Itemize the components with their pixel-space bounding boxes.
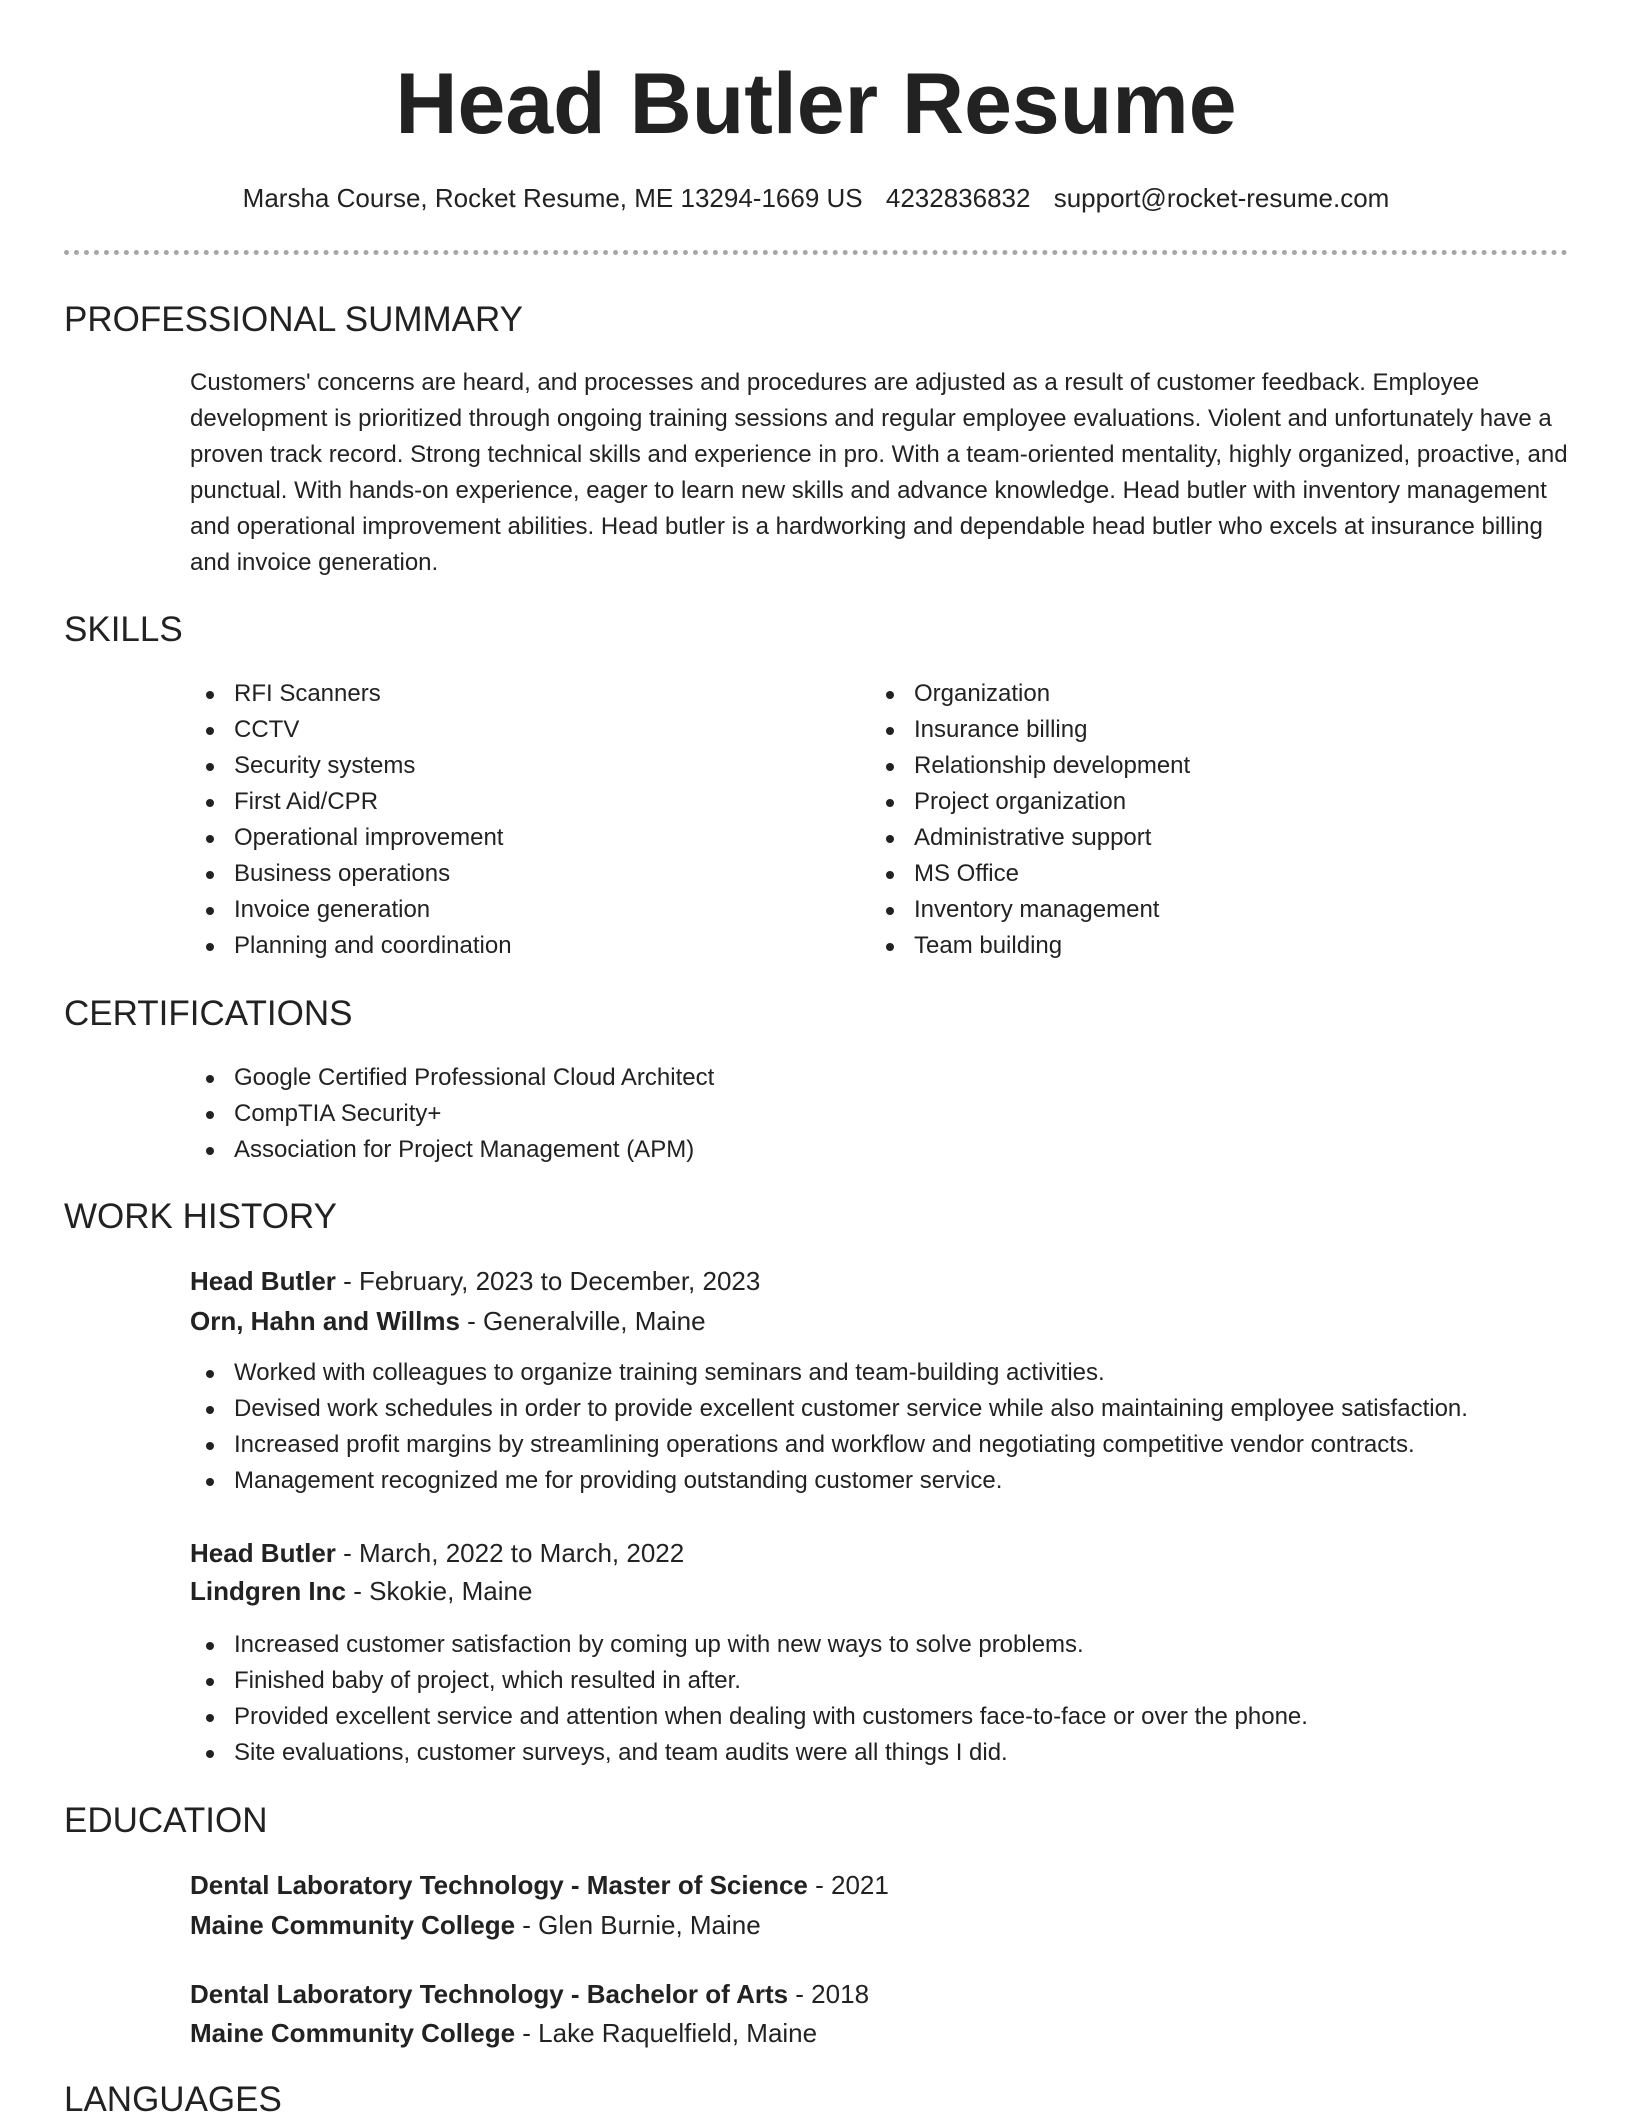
job-dates: - March, 2022 to March, 2022: [335, 1538, 685, 1568]
education-heading: EDUCATION: [64, 1801, 268, 1840]
education-school: Maine Community College: [190, 1910, 516, 1940]
job-dates: - February, 2023 to December, 2023: [335, 1266, 761, 1296]
list-item: Provided excellent service and attention when dealing with customers face-to-face or over the phone.: [190, 1699, 1590, 1735]
list-item: Insurance billing: [870, 712, 1510, 748]
job-role: Head Butler: [190, 1538, 336, 1568]
contact-line: [0, 180, 1632, 216]
list-item: Operational improvement: [190, 820, 830, 856]
job-location: - Generalville, Maine: [459, 1306, 706, 1336]
list-item: CCTV: [190, 712, 830, 748]
list-item: First Aid/CPR: [190, 784, 830, 820]
education-year: - 2021: [807, 1870, 889, 1900]
education-2-school-line: [190, 2015, 817, 2051]
list-item: Finished baby of project, which resulted in after.: [190, 1663, 1590, 1699]
resume-title: Head Butler Resume: [395, 56, 1237, 152]
work-history-heading: WORK HISTORY: [64, 1197, 337, 1236]
job-1-company-line: [190, 1303, 706, 1339]
certifications-list: [190, 1060, 1570, 1168]
list-item: Site evaluations, customer surveys, and team audits were all things I did.: [190, 1735, 1590, 1771]
contact-email: support@rocket-resume.com: [1053, 183, 1390, 213]
list-item: Google Certified Professional Cloud Architect: [190, 1060, 1570, 1096]
list-item: Association for Project Management (APM): [190, 1132, 1570, 1168]
summary-text: Customers' concerns are heard, and processes and procedures are adjusted as a result of customer feedback. Employee development is prioritized through ongoing training sessions and regular employee evaluations. Violent and unfortunately have a proven track record. Strong technical skills and experience in pro. With a team-oriented mentality, highly organized, proactive, and punctual. With hands-on experience, eager to learn new skills and advance knowledge. Head butler with inventory management and operational improvement abilities. Head butler is a hardworking and dependable head butler who excels at insurance billing and invoice generation.: [190, 369, 1568, 576]
list-item: Worked with colleagues to organize training seminars and team-building activities.: [190, 1355, 1590, 1391]
contact-address: Marsha Course, Rocket Resume, ME 13294-1669 US: [242, 183, 863, 213]
job-company: Orn, Hahn and Willms: [190, 1306, 460, 1336]
education-1-school-line: [190, 1907, 761, 1943]
list-item: Business operations: [190, 856, 830, 892]
list-item: Project organization: [870, 784, 1510, 820]
list-item: CompTIA Security+: [190, 1096, 1570, 1132]
skills-list-right: [870, 676, 1510, 964]
list-item: Inventory management: [870, 892, 1510, 928]
languages-heading: LANGUAGES: [64, 2080, 282, 2119]
list-item: Increased customer satisfaction by coming up with new ways to solve problems.: [190, 1627, 1590, 1663]
skills-list-left: [190, 676, 830, 964]
education-degree: Dental Laboratory Technology - Bachelor of Arts: [190, 1979, 789, 2009]
job-2-title-line: [190, 1535, 684, 1571]
job-location: - Skokie, Maine: [346, 1576, 533, 1606]
job-role: Head Butler: [190, 1266, 336, 1296]
job-company: Lindgren Inc: [190, 1576, 346, 1606]
certifications-heading: CERTIFICATIONS: [64, 994, 353, 1033]
list-item: RFI Scanners: [190, 676, 830, 712]
job-1-title-line: [190, 1263, 760, 1299]
education-location: - Lake Raquelfield, Maine: [515, 2018, 818, 2048]
education-year: - 2018: [788, 1979, 870, 2009]
education-2-degree-line: [190, 1976, 869, 2012]
education-school: Maine Community College: [190, 2018, 516, 2048]
summary-heading: PROFESSIONAL SUMMARY: [64, 300, 523, 339]
list-item: Devised work schedules in order to provide excellent customer service while also maintaining employee satisfaction.: [190, 1391, 1590, 1427]
list-item: Team building: [870, 928, 1510, 964]
list-item: Administrative support: [870, 820, 1510, 856]
list-item: Increased profit margins by streamlining operations and workflow and negotiating competitive vendor contracts.: [190, 1427, 1590, 1463]
list-item: Invoice generation: [190, 892, 830, 928]
education-degree: Dental Laboratory Technology - Master of Science: [190, 1870, 808, 1900]
list-item: Management recognized me for providing outstanding customer service.: [190, 1463, 1590, 1499]
job-2-company-line: [190, 1573, 532, 1609]
job-2-bullets: [190, 1627, 1590, 1771]
list-item: Planning and coordination: [190, 928, 830, 964]
list-item: Organization: [870, 676, 1510, 712]
list-item: Relationship development: [870, 748, 1510, 784]
skills-heading: SKILLS: [64, 610, 183, 649]
education-location: - Glen Burnie, Maine: [515, 1910, 761, 1940]
job-1-bullets: [190, 1355, 1590, 1499]
contact-phone: 4232836832: [885, 183, 1031, 213]
education-1-degree-line: [190, 1867, 889, 1903]
list-item: MS Office: [870, 856, 1510, 892]
header-divider: [64, 250, 1568, 255]
list-item: Security systems: [190, 748, 830, 784]
